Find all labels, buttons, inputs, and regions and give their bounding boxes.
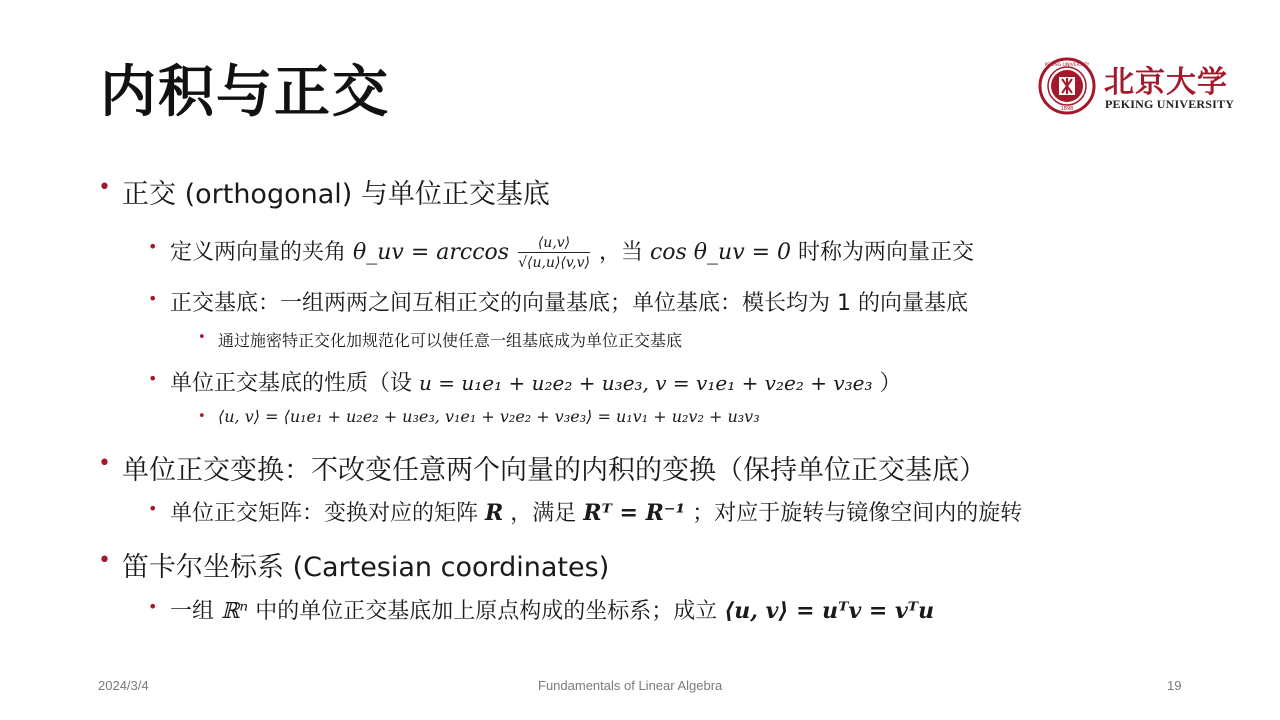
- bullet-coordinate-system: [148, 594, 935, 625]
- bullet-dot-icon: •: [198, 330, 206, 345]
- bullet-gram-schmidt: [198, 328, 683, 351]
- angle-fraction: [518, 234, 590, 272]
- bullet-orthogonal-matrix: [148, 496, 1023, 527]
- bullet-mid: ，当: [598, 240, 650, 265]
- bullet-basis-properties: [148, 366, 902, 397]
- bullet-orthogonal: [98, 172, 550, 211]
- bullet-orthogonal-transform: [98, 448, 986, 487]
- bullet-text: 笛卡尔坐标系 (Cartesian coordinates): [122, 552, 610, 583]
- bullet-mid: ，满足: [510, 501, 584, 526]
- bullet-pre: 定义两向量的夹角: [170, 240, 353, 265]
- bullet-text: 通过施密特正交化加规范化可以使任意一组基底成为单位正交基底: [218, 331, 683, 350]
- bullet-dot-icon: •: [98, 175, 111, 200]
- bullet-orthogonal-basis: [148, 286, 968, 317]
- fraction-numerator: ⟨u,v⟩: [518, 234, 590, 253]
- matrix-symbol: R: [485, 500, 504, 526]
- fraction-denominator: √⟨u,u⟩⟨v,v⟩: [518, 255, 590, 271]
- bullet-pre: 单位正交矩阵：变换对应的矩阵: [170, 501, 485, 526]
- bullet-dot-icon: •: [98, 451, 111, 476]
- slide-title: 内积与正交: [100, 59, 390, 125]
- bullet-cartesian: [98, 545, 610, 584]
- university-logo: [1038, 57, 1238, 115]
- logo-english-name: PEKING UNIVERSITY: [1105, 97, 1235, 111]
- bullet-dot-icon: •: [148, 597, 158, 616]
- bullet-pre: 一组: [170, 599, 221, 624]
- bullet-text: 正交基底：一组两两之间互相正交的向量基底；单位基底：模长均为 1 的向量基底: [170, 291, 968, 316]
- bullet-dot-icon: •: [148, 369, 158, 388]
- bullet-text: 单位正交变换：不改变任意两个向量的内积的变换（保持单位正交基底）: [122, 455, 986, 486]
- bullet-mid: 中的单位正交基底加上原点构成的坐标系；成立: [255, 599, 725, 624]
- bullet-pre: 单位正交基底的性质（设: [170, 371, 419, 396]
- dot-product-equation: ⟨u, v⟩ = uᵀv = vᵀu: [724, 598, 935, 624]
- bullet-inner-product-formula: [198, 407, 760, 426]
- bullet-post: ）: [879, 371, 902, 396]
- cos-equation: cos θ_uv = 0: [649, 240, 792, 265]
- bullet-angle-definition: [148, 234, 975, 272]
- footer-date: 2024/3/4: [98, 678, 149, 693]
- bullet-dot-icon: •: [148, 237, 158, 256]
- inner-product-equation: ⟨u, v⟩ = ⟨u₁e₁ + u₂e₂ + u₃e₃, v₁e₁ + v₂e₂ + v₃e₃⟩ = u₁v₁ + u₂v₂ + u₃v₃: [218, 407, 760, 426]
- matrix-transpose-equation: Rᵀ = R⁻¹: [583, 500, 686, 526]
- bullet-post: ；对应于旋转与镜像空间内的旋转: [692, 501, 1023, 526]
- bullet-post: 时称为两向量正交: [798, 240, 975, 265]
- bullet-dot-icon: •: [148, 499, 158, 518]
- footer-course-title: Fundamentals of Linear Algebra: [538, 678, 723, 693]
- bullet-dot-icon: •: [148, 289, 158, 308]
- logo-chinese-name: 北京大学: [1104, 65, 1228, 100]
- bullet-dot-icon: •: [98, 548, 111, 573]
- footer-page-number: 19: [1167, 678, 1182, 693]
- angle-equation: θ_uv = arccos: [353, 240, 510, 265]
- bullet-dot-icon: •: [198, 409, 206, 424]
- seal-text: PEKING UNIVERSITY: [1044, 63, 1090, 68]
- vector-decomposition: u = u₁e₁ + u₂e₂ + u₃e₃, v = v₁e₁ + v₂e₂ + v₃e₃: [419, 371, 873, 395]
- real-space-symbol: ℝⁿ: [221, 599, 249, 624]
- seal-year: 1898: [1060, 106, 1074, 112]
- bullet-text: 正交 (orthogonal) 与单位正交基底: [122, 179, 550, 210]
- university-seal-icon: [1038, 57, 1096, 115]
